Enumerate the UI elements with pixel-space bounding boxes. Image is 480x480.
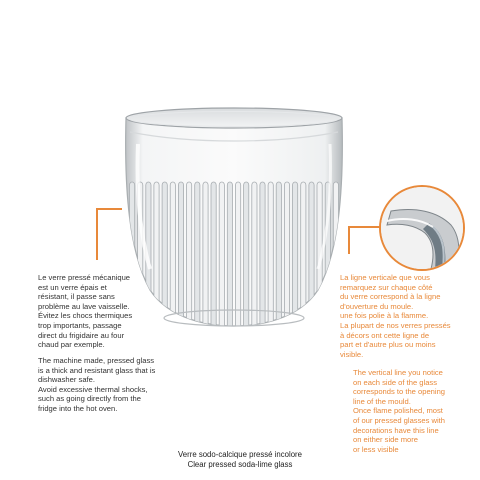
glass-flute xyxy=(187,182,192,328)
glass-flute xyxy=(219,182,224,328)
glass-flute xyxy=(333,182,338,328)
glass-flute xyxy=(227,182,232,328)
glass-flute xyxy=(276,182,281,328)
caption-english: Clear pressed soda-lime glass xyxy=(187,460,293,469)
glass-flute xyxy=(260,182,265,328)
right-text-french: La ligne verticale que vous remarquez sur chaque côté du verre correspond à la ligne d'ouverture du moule. une fois polie à la flamme. La plupart de nos verres pressés à décors ont cette ligne de part et d'autre plus ou moins visible. xyxy=(340,273,451,359)
glass-flute xyxy=(236,182,241,328)
left-text-french: Le verre pressé mécanique est un verre épais et résistant, il passe sans problème au lave vaisselle. Évitez les chocs thermiques trop importants, passage direct du frigidaire au four chaud par exemple. xyxy=(38,273,133,350)
glass-flute xyxy=(178,182,183,328)
product-caption xyxy=(0,450,480,470)
mould-line-detail xyxy=(379,185,465,271)
glass-flute xyxy=(244,182,249,328)
right-leader-vertical xyxy=(348,226,350,254)
glass-flute xyxy=(284,182,289,328)
mould-line-detail-svg xyxy=(381,187,463,269)
glass-flute xyxy=(203,182,208,328)
left-leader-vertical xyxy=(96,208,98,260)
glass-flute xyxy=(309,182,314,328)
glass-flute xyxy=(293,182,298,328)
glass-flute xyxy=(252,182,257,328)
glass-flute xyxy=(195,182,200,328)
glass-flute xyxy=(268,182,273,328)
right-leader-horizontal xyxy=(348,226,380,228)
left-leader-horizontal xyxy=(96,208,122,210)
caption-french: Verre sodo-calcique pressé incolore xyxy=(178,450,302,459)
right-text-english: The vertical line you notice on each side of the glass corresponds to the opening line of the mould. Once flame polished, most of our pressed glasses with decorations have this line on either side more or less visible xyxy=(353,368,446,454)
left-text-english: The machine made, pressed glass is a thick and resistant glass that is dishwasher safe. Avoid excessive thermal shocks, such as going directly from the fridge into the hot oven. xyxy=(38,356,156,413)
glass-flute xyxy=(211,182,216,328)
